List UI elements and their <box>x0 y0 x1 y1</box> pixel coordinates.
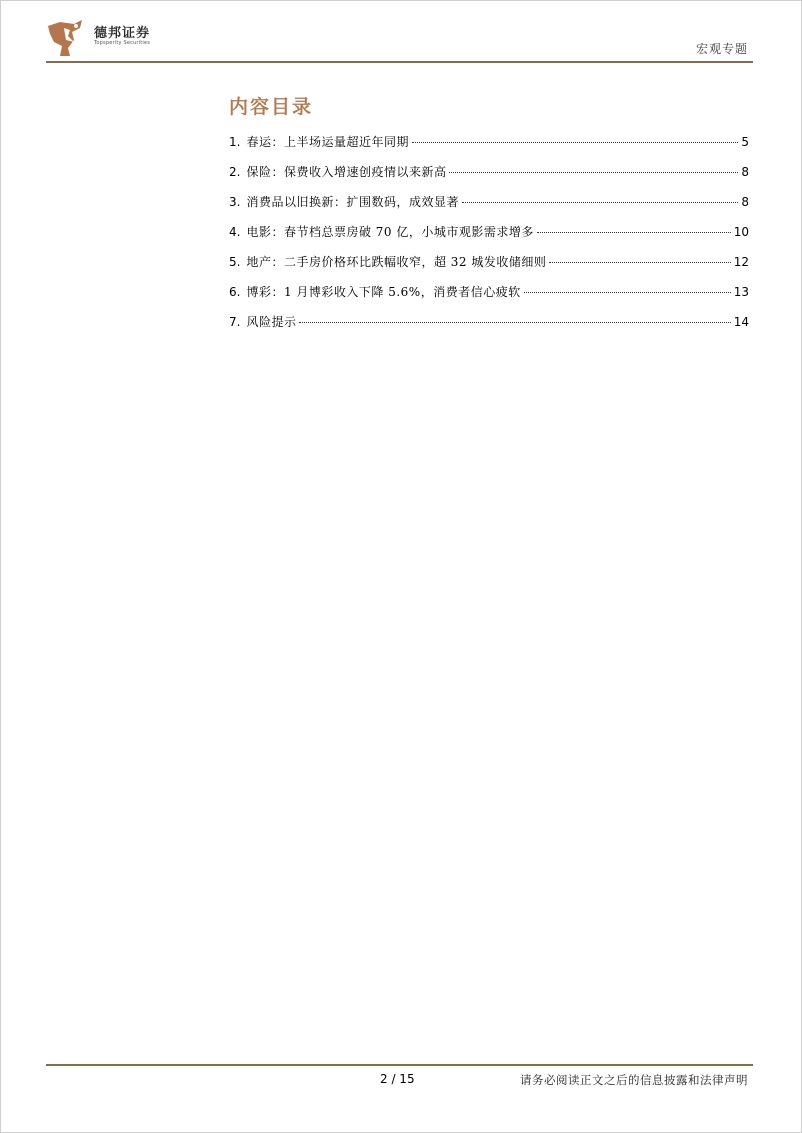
toc-entry[interactable] <box>229 314 749 344</box>
toc-entry-number: 7. <box>229 315 241 329</box>
footer-rule <box>46 1064 753 1066</box>
page-number: 2 / 15 <box>380 1072 415 1086</box>
toc-entry-title[interactable]: 地产：二手房价格环比跌幅收窄，超 32 城发收储细则 <box>246 255 547 269</box>
toc-entry-number: 4. <box>229 225 241 239</box>
toc-entry-page[interactable]: 14 <box>733 315 749 329</box>
toc-entry[interactable] <box>229 254 749 284</box>
toc-entry-title[interactable]: 春运：上半场运量超近年同期 <box>246 135 409 149</box>
toc-entry-title[interactable]: 风险提示 <box>246 315 297 329</box>
legal-disclaimer: 请务必阅读正文之后的信息披露和法律声明 <box>520 1073 748 1087</box>
report-category: 宏观专题 <box>695 42 748 56</box>
toc-entry-page[interactable]: 8 <box>741 165 749 179</box>
toc-leader-dots <box>462 202 738 203</box>
toc-title: 内容目录 <box>229 96 314 118</box>
toc-leader-dots <box>449 172 738 173</box>
toc-list <box>229 134 749 344</box>
toc-entry[interactable] <box>229 134 749 164</box>
toc-entry-title[interactable]: 博彩：1 月博彩收入下降 5.6%，消费者信心疲软 <box>246 285 521 299</box>
toc-entry-page[interactable]: 5 <box>741 135 749 149</box>
toc-entry-number: 1. <box>229 135 241 149</box>
toc-entry-number: 3. <box>229 195 241 209</box>
toc-entry-number: 2. <box>229 165 241 179</box>
toc-entry[interactable] <box>229 164 749 194</box>
toc-entry-page[interactable]: 8 <box>741 195 749 209</box>
toc-entry-title[interactable]: 保险：保费收入增速创疫情以来新高 <box>246 165 447 179</box>
company-logo-icon <box>44 18 86 58</box>
toc-entry-title[interactable]: 电影：春节档总票房破 70 亿，小城市观影需求增多 <box>246 225 534 239</box>
toc-entry[interactable] <box>229 194 749 224</box>
toc-leader-dots <box>299 322 730 323</box>
toc-entry-page[interactable]: 10 <box>733 225 749 239</box>
toc-entry-title[interactable]: 消费品以旧换新：扩围数码，成效显著 <box>246 195 459 209</box>
toc-leader-dots <box>549 262 730 263</box>
toc-entry-page[interactable]: 13 <box>733 285 749 299</box>
toc-leader-dots <box>537 232 731 233</box>
logo-text-cn: 德邦证券 <box>94 26 151 41</box>
toc-entry-number: 5. <box>229 255 241 269</box>
toc-entry-page[interactable]: 12 <box>733 255 749 269</box>
logo-text-en: Topsperity Securities <box>94 40 151 46</box>
toc-entry-number: 6. <box>229 285 241 299</box>
toc-entry[interactable] <box>229 284 749 314</box>
toc-leader-dots <box>524 292 731 293</box>
toc-entry[interactable] <box>229 224 749 254</box>
toc-leader-dots <box>412 142 738 143</box>
header-rule <box>46 61 753 63</box>
